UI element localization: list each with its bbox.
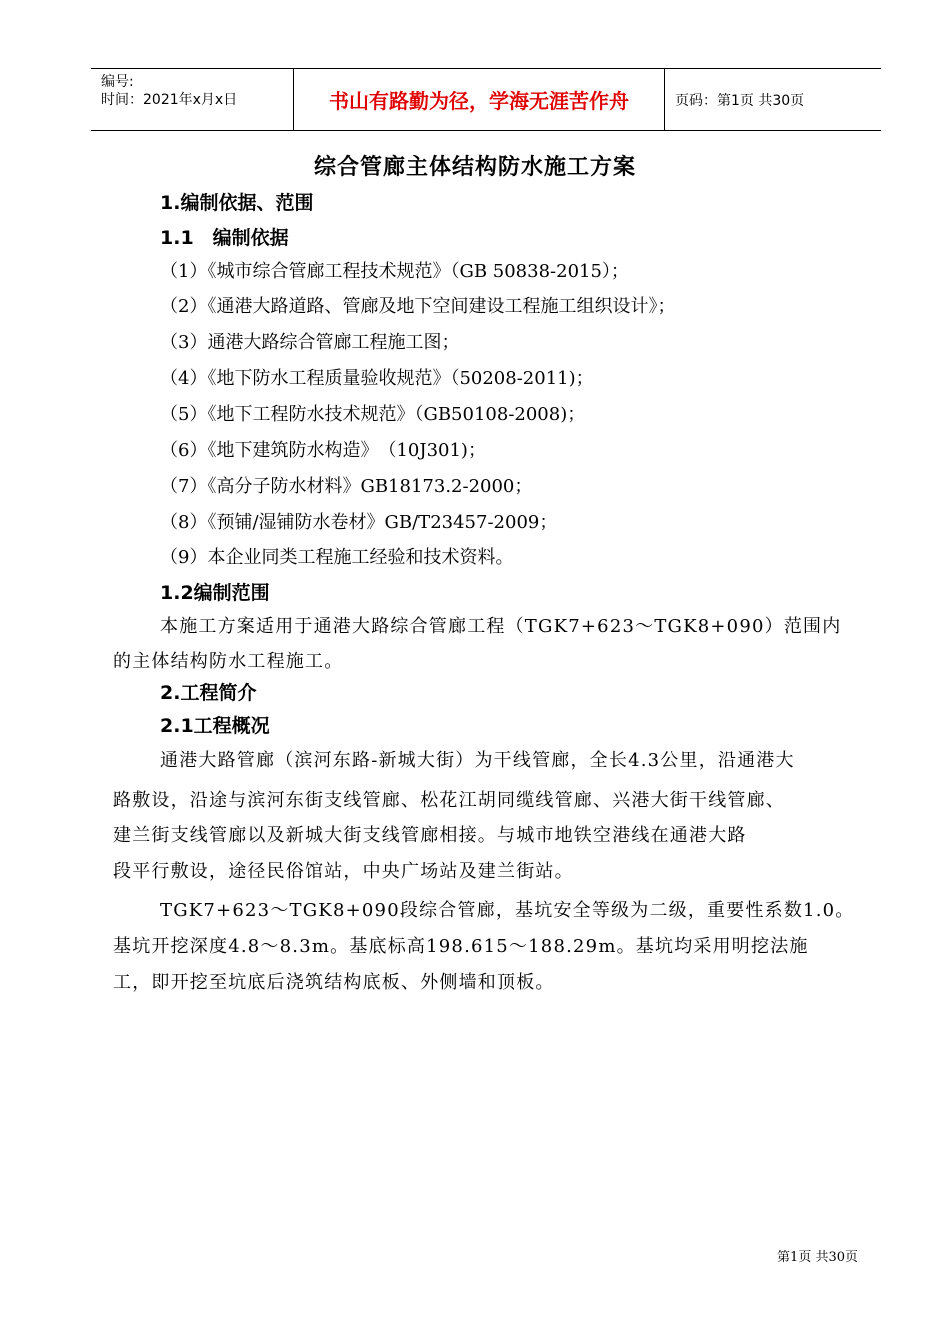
time-label: 时间：2021年x月x日	[101, 92, 238, 108]
reference-item: （2）《通港大路道路、管廊及地下空间建设工程施工组织设计》；	[160, 296, 676, 317]
section-heading-1: 1.编制依据、范围	[160, 192, 314, 214]
code-label: 编号:	[101, 74, 134, 90]
header-meta-cell	[91, 69, 294, 130]
section-heading-2-1: 2.1工程概况	[160, 715, 270, 737]
reference-item: （8）《预铺/湿铺防水卷材》GB/T23457-2009；	[160, 512, 558, 533]
section-heading-2: 2.工程简介	[160, 682, 257, 704]
section-heading-1-1: 1.1 编制依据	[160, 227, 289, 249]
reference-item: （5）《地下工程防水技术规范》（GB50108-2008)；	[160, 404, 586, 425]
overview-line: 工，即开挖至坑底后浇筑结构底板、外侧墙和顶板。	[113, 972, 555, 993]
scope-line: 的主体结构防水工程施工。	[113, 651, 344, 672]
overview-line: TGK7+623～TGK8+090段综合管廊，基坑安全等级为二级，重要性系数1.0。	[160, 900, 855, 921]
overview-line: 建兰街支线管廊以及新城大街支线管廊相接。与城市地铁空港线在通港大路	[113, 825, 747, 846]
reference-item: （9）本企业同类工程施工经验和技术资料。	[160, 547, 514, 568]
reference-item: （1）《城市综合管廊工程技术规范》（GB 50838-2015）；	[160, 261, 629, 282]
overview-line: 路敷设，沿途与滨河东街支线管廊、松花江胡同缆线管廊、兴港大街干线管廊、	[113, 790, 785, 811]
section-heading-1-2: 1.2编制范围	[160, 582, 270, 604]
header-page-info: 页码：第1页 共30页	[675, 92, 805, 109]
overview-line: 基坑开挖深度4.8～8.3m。基底标高198.615～188.29m。基坑均采用明挖法施	[113, 936, 809, 957]
reference-item: （6）《地下建筑防水构造》 （10J301)；	[160, 440, 486, 461]
reference-item: （4）《地下防水工程质量验收规范》（50208-2011)；	[160, 368, 594, 389]
page-footer: 第1页 共30页	[777, 1250, 858, 1265]
overview-line: 通港大路管廊（滨河东路-新城大街）为干线管廊，全长4.3公里，沿通港大	[160, 750, 795, 771]
scope-line: 本施工方案适用于通港大路综合管廊工程（TGK7+623～TGK8+090）范围内	[160, 616, 842, 637]
overview-line: 段平行敷设，途径民俗馆站，中央广场站及建兰街站。	[113, 861, 574, 882]
page-header	[91, 68, 881, 131]
header-motto: 书山有路勤为径，学海无涯苦作舟	[294, 69, 665, 130]
reference-item: （3）通港大路综合管廊工程施工图；	[160, 332, 460, 353]
document-title: 综合管廊主体结构防水施工方案	[313, 155, 636, 180]
reference-item: （7）《高分子防水材料》GB18173.2-2000；	[160, 476, 533, 497]
